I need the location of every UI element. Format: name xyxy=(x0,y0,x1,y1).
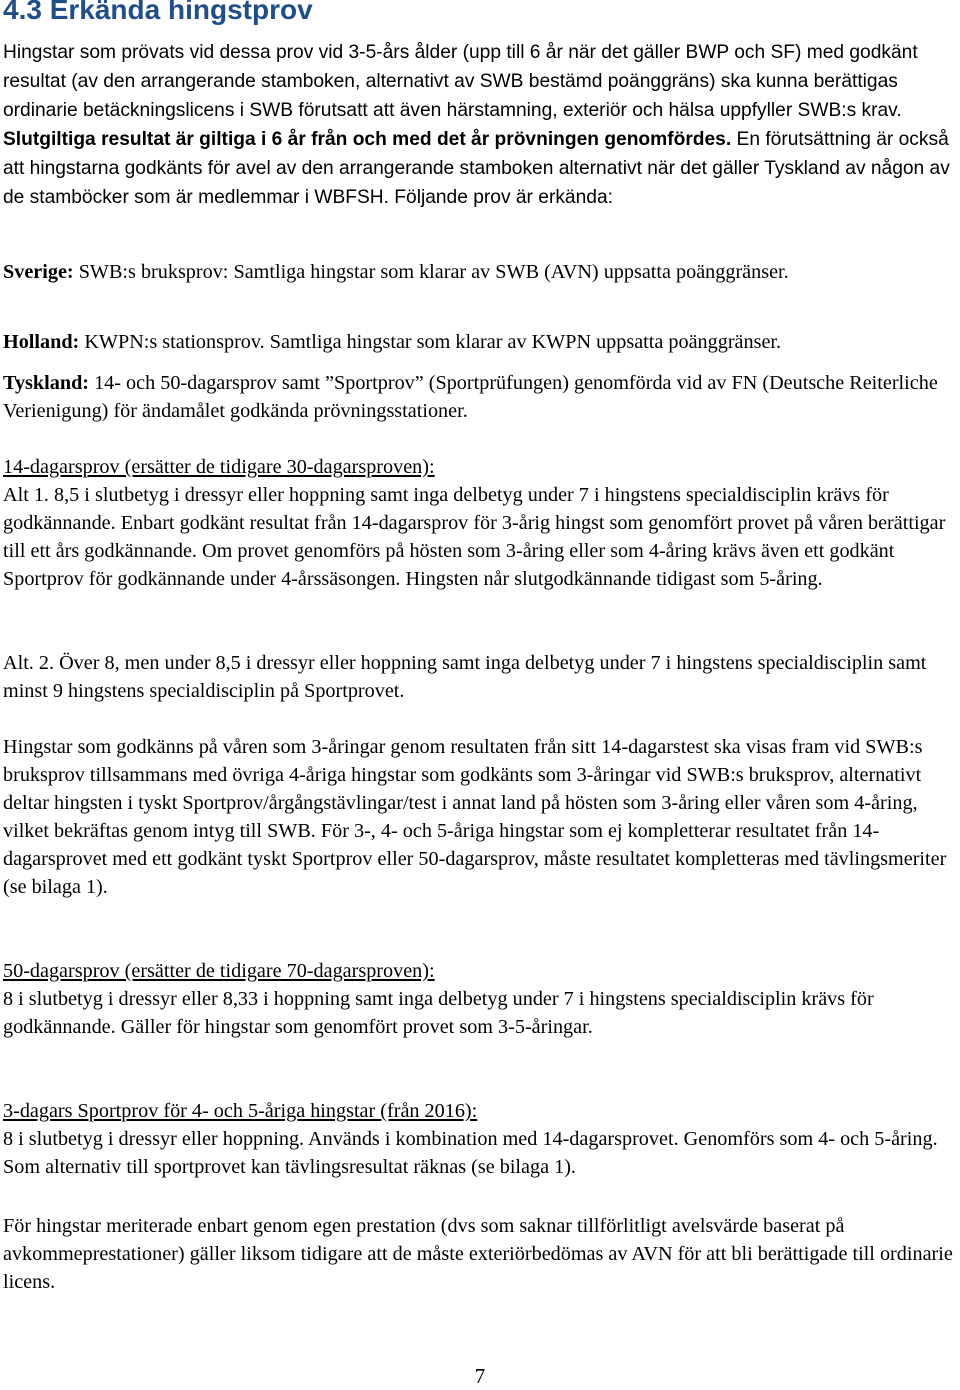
country-text-sverige: SWB:s bruksprov: Samtliga hingstar som klarar av SWB (AVN) uppsatta poänggränser. xyxy=(73,261,789,283)
performance-note: För hingstar meriterade enbart genom egen prestation (dvs som saknar tillförlitligt avelsvärde baserat på avkommeprestationer) gäller liksom tidigare att de måste exteriörbedömas av AVN för att bli berättigade till ordinarie licens. xyxy=(3,1215,953,1293)
section-heading: 4.3 Erkända hingstprov xyxy=(3,0,313,25)
country-sverige xyxy=(3,258,953,286)
spring-approval-note: Hingstar som godkänns på våren som 3-åringar genom resultaten från sitt 14-dagarstest ska visas fram vid SWB:s bruksprov tillsammans med övriga 4-åriga hingstar som godkänts som 3-åringar vid SWB:s bruksprov, alternativt deltar hingsten i tyskt Sportprov/årgångstävlingar/test i annat land på hösten som 3-åring eller våren som 4-åring, vilket bekräftas genom intyg till SWB. För 3-, 4- och 5-åriga hingstar som ej kompletterar resultatet från 14-dagarsprovet med ett godkänt tyskt Sportprov eller 50-dagarsprov, måste resultatet kompletteras med tävlingsmeriter (se bilaga 1). xyxy=(3,736,947,898)
intro-text-part1: Hingstar som prövats vid dessa prov vid 3-5-års ålder (upp till 6 år när det gäller BWP och SF) med godkänt resultat (av den arrangerande stamboken, alternativt av SWB bestämd poänggräns) ska kunna berättigas ordinarie betäckningslicens i SWB förutsatt att även härstamning, exteriör och hälsa uppfyller SWB:s krav. xyxy=(3,42,918,121)
fourteen-day-alt1: Alt 1. 8,5 i slutbetyg i dressyr eller hoppning samt inga delbetyg under 7 i hingstens specialdisciplin krävs för godkännande. Enbart godkänt resultat från 14-dagarsprov för 3-årig hingst som genomfört provet på våren berättigar till ett års godkännande. Om provet genomförs på hösten som 3-åring eller som 4-åring krävs även ett godkänt Sportprov för godkännande under 4-årssäsongen. Hingsten når slutgodkännande tidigast som 5-åring. xyxy=(3,484,946,590)
fourteen-day-alt2: Alt. 2. Över 8, men under 8,5 i dressyr eller hoppning samt inga delbetyg under 7 i hingstens specialdisciplin samt minst 9 hingstens specialdisciplin på Sportprovet. xyxy=(3,652,927,702)
sportprov-heading: 3-dagars Sportprov för 4- och 5-åriga hingstar (från 2016): xyxy=(3,1100,478,1122)
country-text-tyskland: 14- och 50-dagarsprov samt ”Sportprov” (Sportprüfungen) genomförda vid av FN (Deutsche Reiterliche Verienigung) för ändamålet godkända prövningsstationer. xyxy=(3,372,938,422)
intro-paragraph xyxy=(3,38,953,212)
sportprov-block xyxy=(3,1097,953,1181)
intro-text-part2: En förutsättning är också att hingstarna godkänts för avel av den arrangerande stamboken alternativt när det gäller Tyskland av någon av de stamböcker som är medlemmar i WBFSH. Följande prov är erkända: xyxy=(3,129,950,208)
country-text-holland: KWPN:s stationsprov. Samtliga hingstar som klarar av KWPN uppsatta poänggränser. xyxy=(79,331,782,353)
fifty-day-block xyxy=(3,957,953,1041)
country-label-holland: Holland: xyxy=(3,331,80,353)
fifty-day-heading: 50-dagarsprov (ersätter de tidigare 70-dagarsproven): xyxy=(3,960,435,982)
intro-bold-statement: Slutgiltiga resultat är giltiga i 6 år från och med det år prövningen genomfördes. xyxy=(3,129,732,150)
fifty-day-text: 8 i slutbetyg i dressyr eller 8,33 i hoppning samt inga delbetyg under 7 i hingstens specialdisciplin krävs för godkännande. Gäller för hingstar som genomfört provet som 3-5-åringar. xyxy=(3,988,874,1038)
country-holland xyxy=(3,328,953,356)
country-tyskland xyxy=(3,369,953,425)
fourteen-day-block xyxy=(3,453,953,593)
country-label-sverige: Sverige: xyxy=(3,261,74,283)
page-number: 7 xyxy=(474,1364,486,1388)
fourteen-day-heading: 14-dagarsprov (ersätter de tidigare 30-dagarsproven): xyxy=(3,456,435,478)
sportprov-text: 8 i slutbetyg i dressyr eller hoppning. Används i kombination med 14-dagarsprovet. Genomförs som 4- och 5-åring. Som alternativ till sportprovet kan tävlingsresultat räknas (se bilaga 1). xyxy=(3,1128,938,1178)
country-label-tyskland: Tyskland: xyxy=(3,372,90,394)
